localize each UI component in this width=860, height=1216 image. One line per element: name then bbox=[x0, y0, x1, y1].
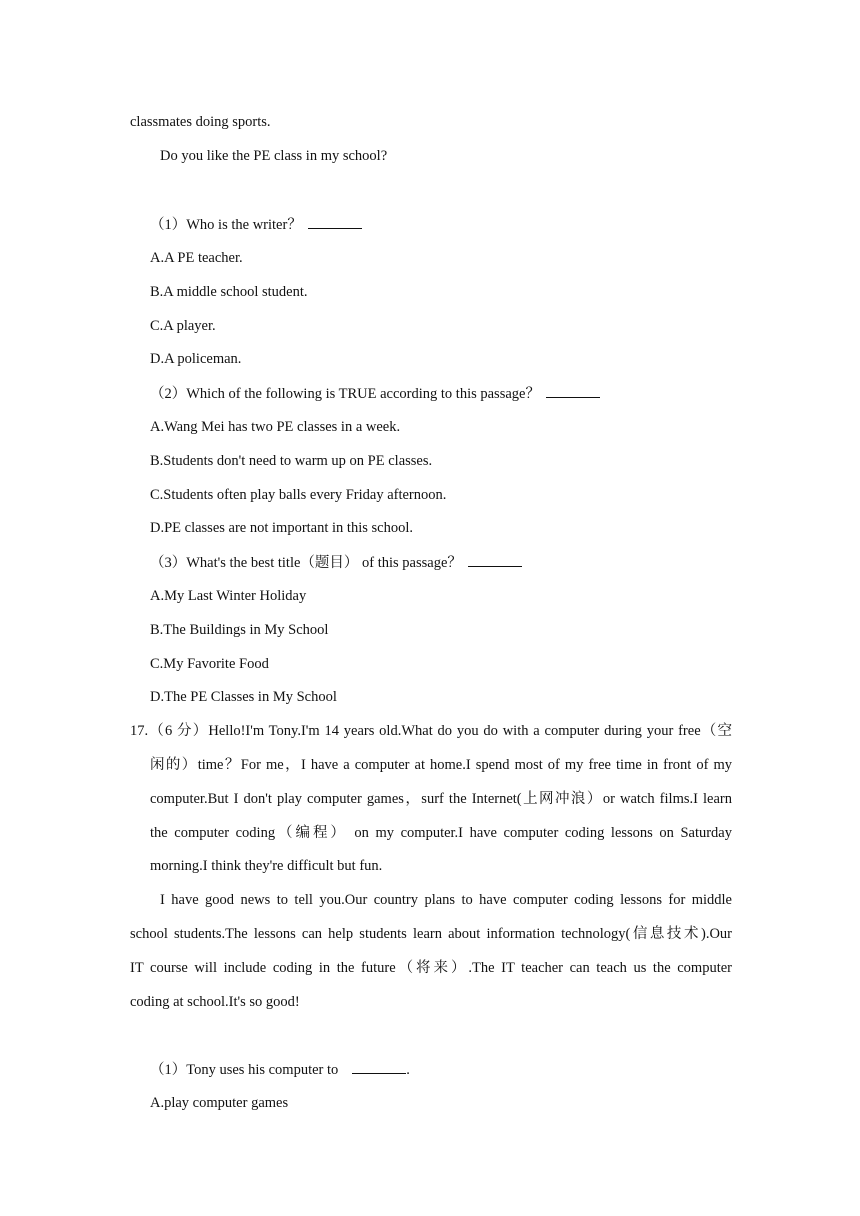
passage-17-line: IT course will include coding in the future（将来）.The IT teacher can teach us the computer bbox=[130, 960, 732, 976]
passage-17-line: the computer coding（编程） on my computer.I have computer coding lessons on Saturday bbox=[150, 825, 732, 841]
option-c: C.My Favorite Food bbox=[150, 656, 269, 672]
passage-17-line: I have good news to tell you.Our country plans to have computer coding lessons for middle bbox=[160, 892, 732, 908]
question-stem: （3）What's the best title（题目） of this passage？ bbox=[150, 555, 462, 571]
passage-17-line: school students.The lessons can help students learn about information technology(信息技术).Our bbox=[130, 926, 732, 942]
option-c: C.A player. bbox=[150, 318, 216, 334]
passage-17-line: 17.（6 分）Hello!I'm Tony.I'm 14 years old.What do you do with a computer during your free（空 bbox=[130, 723, 732, 739]
passage-17-line: 闲的）time？For me，I have a computer at home.I spend most of my free time in front of my bbox=[150, 757, 732, 773]
option-a: A.Wang Mei has two PE classes in a week. bbox=[150, 419, 401, 435]
answer-blank bbox=[352, 1059, 406, 1074]
passage-17-line: morning.I think they're difficult but fun. bbox=[150, 858, 383, 874]
passage-17-line: coding at school.It's so good! bbox=[130, 994, 300, 1010]
option-b: B.Students don't need to warm up on PE classes. bbox=[150, 453, 433, 469]
question-16-3 bbox=[150, 552, 522, 573]
option-d: D.PE classes are not important in this school. bbox=[150, 520, 413, 536]
question-16-1 bbox=[150, 214, 362, 235]
question-16-2 bbox=[150, 383, 600, 404]
option-d: D.The PE Classes in My School bbox=[150, 689, 337, 705]
passage-16-continuation: classmates doing sports. bbox=[130, 114, 271, 130]
answer-blank bbox=[468, 552, 522, 567]
passage-16-closing: Do you like the PE class in my school? bbox=[160, 148, 388, 164]
question-17-1 bbox=[150, 1059, 410, 1080]
passage-17-line: computer.But I don't play computer games，surf the Internet(上网冲浪）or watch films.I learn bbox=[150, 791, 732, 807]
option-a: A.play computer games bbox=[150, 1095, 289, 1111]
option-b: B.A middle school student. bbox=[150, 284, 308, 300]
option-d: D.A policeman. bbox=[150, 351, 242, 367]
answer-blank bbox=[546, 383, 600, 398]
answer-blank bbox=[308, 214, 362, 229]
question-stem: （1）Who is the writer？ bbox=[150, 217, 302, 233]
option-a: A.My Last Winter Holiday bbox=[150, 588, 307, 604]
option-a: A.A PE teacher. bbox=[150, 250, 243, 266]
option-b: B.The Buildings in My School bbox=[150, 622, 329, 638]
question-stem-end: . bbox=[406, 1062, 410, 1078]
question-stem: （1）Tony uses his computer to bbox=[150, 1062, 339, 1078]
question-stem: （2）Which of the following is TRUE according to this passage？ bbox=[150, 386, 540, 402]
option-c: C.Students often play balls every Friday afternoon. bbox=[150, 487, 447, 503]
